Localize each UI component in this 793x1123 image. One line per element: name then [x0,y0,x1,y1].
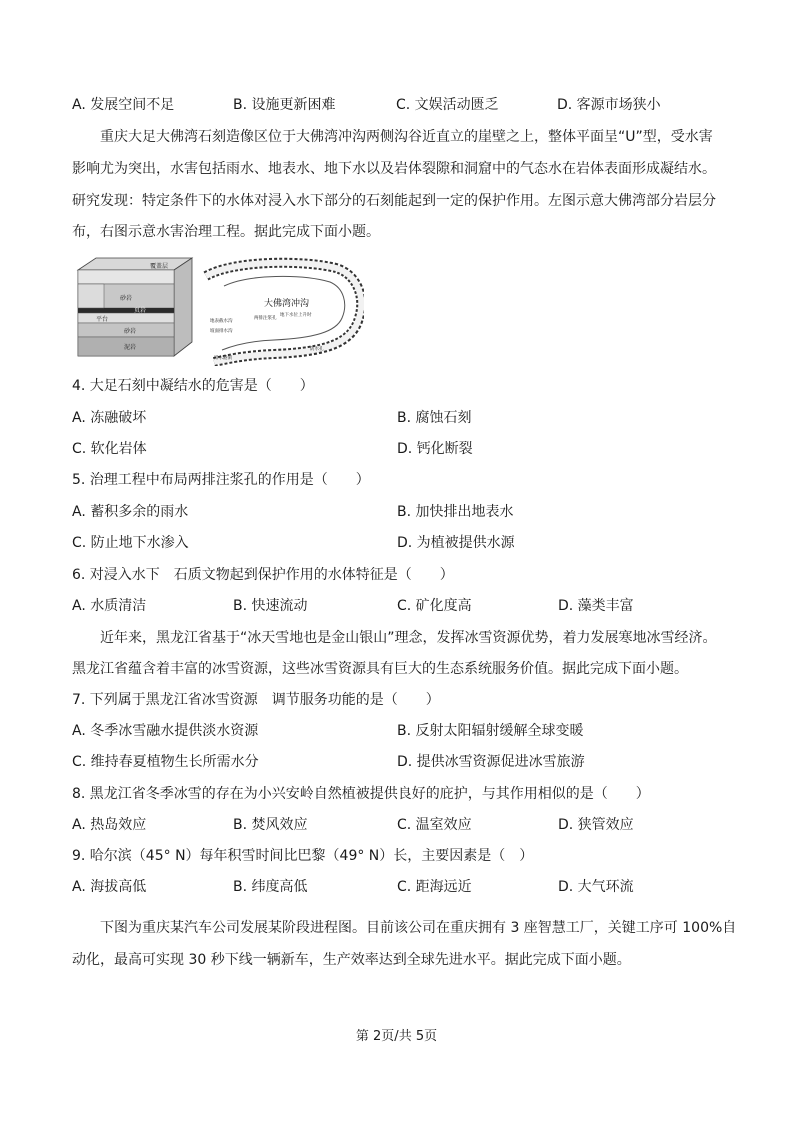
page-number: 第 2页/共 5页 [355,1029,438,1044]
option-a: A. 发展空间不足 [72,97,175,113]
option-b: B. 设施更新困难 [233,97,336,113]
q6-option-b: B. 快速流动 [233,598,308,614]
q8-stem: 8. 黑龙江省冬季冰雪的存在为小兴安岭自然植被提供良好的庇护，与其作用相似的是（ ） [72,786,650,802]
q8-option-b: B. 焚风效应 [233,817,308,833]
label-mudstone: 泥岩 [124,344,137,351]
q6-stem: 6. 对浸入水下 石质文物起到保护作用的水体特征是（ ） [72,567,454,583]
q5-option-b: B. 加快排出地表水 [397,504,514,520]
option-d: D. 客源市场狭小 [557,97,661,113]
q6-option-a: A. 水质清洁 [72,598,147,614]
q4-option-a: A. 冻融破坏 [72,410,147,426]
q6-option-d: D. 藻类丰富 [558,598,634,614]
label-slope-ditch: 坡面排水沟 [210,329,233,334]
label-waterproof-hole: 防水孔 [310,347,324,352]
q5-stem: 5. 治理工程中布局两排注浆孔的作用是（ ） [72,472,370,488]
passage1-line1: 重庆大足大佛湾石刻造像区位于大佛湾冲沟两侧沟谷近直立的崖壁之上，整体平面呈“U”型，受水害 [100,129,713,145]
label-shale: 页岩 [134,307,147,314]
passage3-line1: 下图为重庆某汽车公司发展某阶段进程图。目前该公司在重庆拥有 3 座智慧工厂，关键工序可 100%自 [100,920,737,936]
label-sandstone2: 砂岩 [124,328,137,335]
q8-option-c: C. 温室效应 [397,817,472,833]
label-groundwater: 地下水位上升时 [280,313,312,318]
q7-option-b: B. 反射太阳辐射缓解全球变暖 [397,723,584,739]
passage1-line3: 研究发现：特定条件下的水体对浸入水下部分的石刻能起到一定的保护作用。左图示意大佛湾部分岩层分 [72,193,716,209]
q4-option-b: B. 腐蚀石刻 [397,410,472,426]
rock-layer-and-water-control-figure [74,256,364,366]
q9-option-a: A. 海拔高低 [72,879,147,895]
passage2-line2: 黑龙江省蕴含着丰富的冰雪资源，这些冰雪资源具有巨大的生态系统服务价值。据此完成下面小题。 [72,661,688,677]
q4-stem: 4. 大足石刻中凝结水的危害是（ ） [72,378,314,394]
q7-option-c: C. 维持春夏植物生长所需水分 [72,754,259,770]
rock-layer-diagram [78,258,192,356]
q7-stem: 7. 下列属于黑龙江省冰雪资源 调节服务功能的是（ ） [72,692,440,708]
passage2-line1: 近年来，黑龙江省基于“冰天雪地也是金山银山”理念，发挥冰雪资源优势，着力发展寒地冰雪经济。 [100,630,717,646]
q9-option-c: C. 距海远近 [397,879,472,895]
gully-title: 大佛湾冲沟 [264,299,310,309]
q5-option-d: D. 为植被提供水源 [397,535,515,551]
passage1-line4: 布，右图示意水害治理工程。据此完成下面小题。 [72,224,380,240]
label-cover: 覆盖层 [150,263,169,270]
label-platform: 平台 [96,316,109,323]
q9-stem: 9. 哈尔滨（45° N）每年积雪时间比巴黎（49° N）长，主要因素是（ ） [72,848,534,864]
passage3-line2: 动化，最高可实现 30 秒下线一辆新车，生产效率达到全球先进水平。据此完成下面小题。 [72,952,631,968]
option-c: C. 文娱活动匮乏 [396,97,499,113]
q4-option-c: C. 软化岩体 [72,441,147,457]
label-sandstone1: 砂岩 [120,295,133,302]
passage1-line2: 影响尤为突出，水害包括雨水、地表水、地下水以及岩体裂隙和洞窟中的气态水在岩体表面形成凝结水。 [72,161,716,177]
q4-option-d: D. 钙化断裂 [397,441,473,457]
q7-option-a: A. 冬季冰雪融水提供淡水资源 [72,723,259,739]
q8-option-d: D. 狭管效应 [558,817,634,833]
label-grout-holes: 两排注浆孔 [254,316,277,321]
q5-option-c: C. 防止地下水渗入 [72,535,189,551]
q5-option-a: A. 蓄积多余的雨水 [72,504,189,520]
q7-option-d: D. 提供冰雪资源促进冰雪旅游 [397,754,585,770]
water-control-diagram [206,263,361,362]
q6-option-c: C. 矿化度高 [397,598,472,614]
q9-option-d: D. 大气环流 [558,879,634,895]
label-intercept-ditch: 地表截水沟 [210,319,233,324]
q9-option-b: B. 纬度高低 [233,879,308,895]
figure-svg [74,256,364,366]
q8-option-a: A. 热岛效应 [72,817,147,833]
label-drain-tunnel: 排水隧洞 [214,356,232,361]
